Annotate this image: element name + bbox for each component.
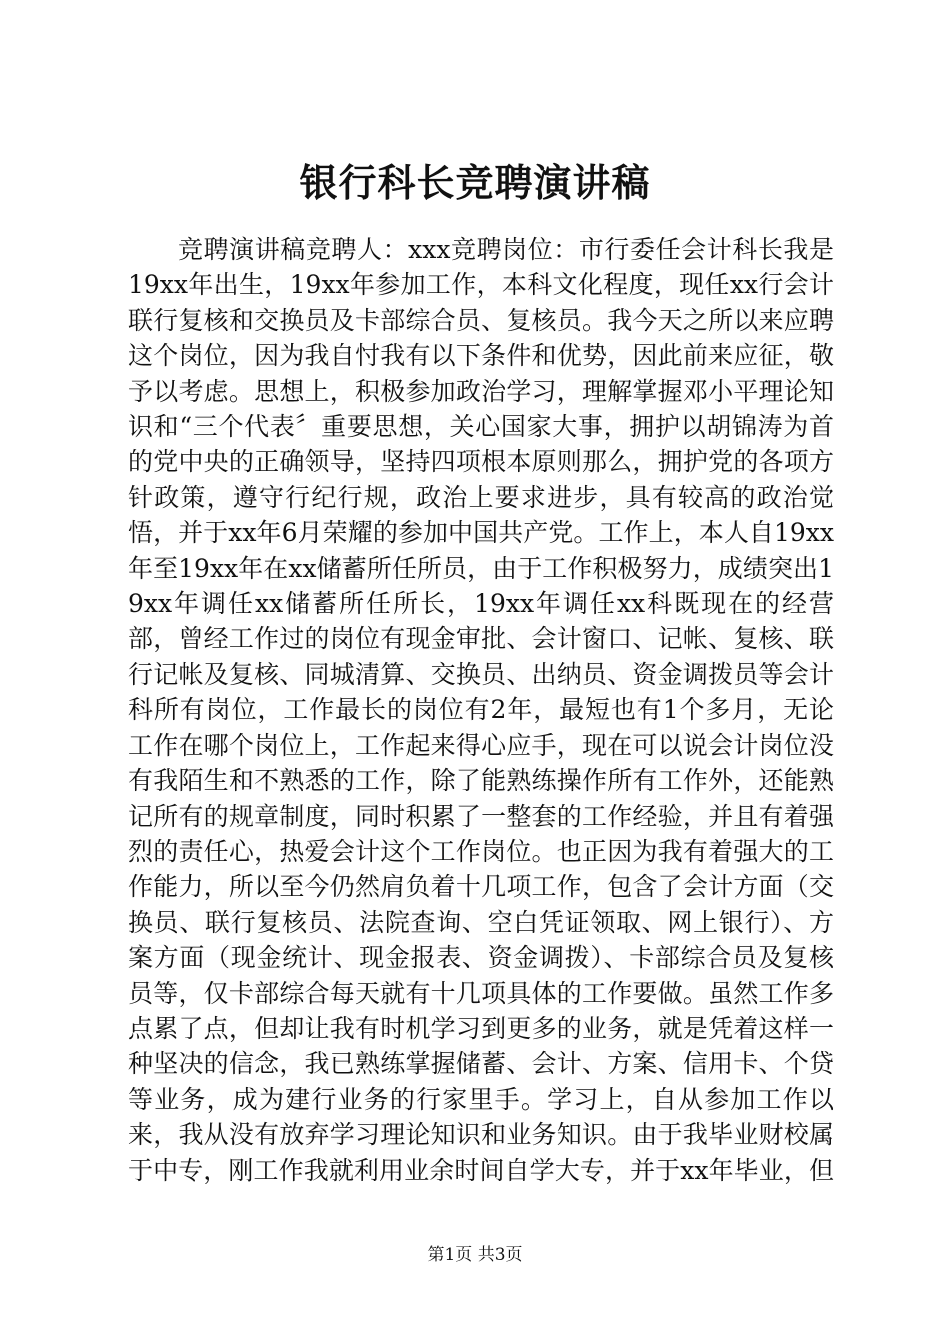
document-body-paragraph: 竞聘演讲稿竞聘人：xxx竞聘岗位：市行委任会计科长我是19xx年出生，19xx年参加工作，本科文化程度，现任xx行会计联行复核和交换员及卡部综合员、复核员。我今天之所以来应聘这个岗位，因为我自忖我有以下条件和优势，因此前来应征，敬予以考虑。思想上，积极参加政治学习，理解掌握邓小平理论知识和“三个代表〞重要思想，关心国家大事，拥护以胡锦涛为首的党中央的正确领导，坚持四项根本原则那么，拥护党的各项方针政策，遵守行纪行规，政治上要求进步，具有较高的政治觉悟，并于xx年6月荣耀的参加中国共产党。工作上，本人自19xx年至19xx年在xx储蓄所任所员，由于工作积极努力，成绩突出19xx年调任xx储蓄所任所长，19xx年调任xx科既现在的经营部，曾经工作过的岗位有现金审批、会计窗口、记帐、复核、联行记帐及复核、同城清算、交换员、出纳员、资金调拨员等会计科所有岗位，工作最长的岗位有2年，最短也有1个多月，无论工作在哪个岗位上，工作起来得心应手，现在可以说会计岗位没有我陌生和不熟悉的工作，除了能熟练操作所有工作外，还能熟记所有的规章制度，同时积累了一整套的工作经验，并且有着强烈的责任心，热爱会计这个工作岗位。也正因为我有着强大的工作能力，所以至今仍然肩负着十几项工作，包含了会计方面（交换员、联行复核员、法院查询、空白凭证领取、网上银行）、方案方面（现金统计、现金报表、资金调拨）、卡部综合员及复核员等，仅卡部综合每天就有十几项具体的工作要做。虽然工作多点累了点，但却让我有时机学习到更多的业务，就是凭着这样一种坚决的信念，我已熟练掌握储蓄、会计、方案、信用卡、个贷等业务，成为建行业务的行家里手。学习上，自从参加工作以来，我从没有放弃学习理论知识和业务知识。由于我毕业财校属于中专，刚工作我就利用业余时间自学大专，并于xx年毕业，但 [128,235,834,1184]
page-footer: 第1页 共3页 [427,1245,523,1265]
document-title: 银行科长竞聘演讲稿 [299,160,651,205]
